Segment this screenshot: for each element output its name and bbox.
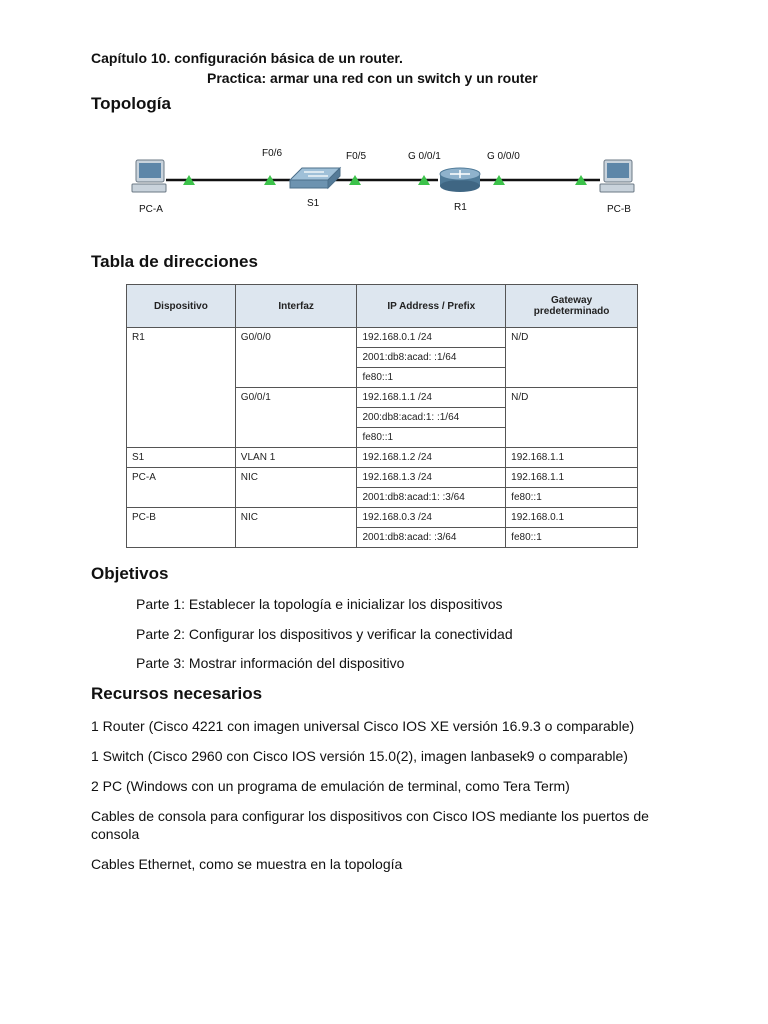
interface-cell: NIC [235,468,357,508]
column-header: Gateway predeterminado [506,285,638,328]
ip-cell: 200:db8:acad:1: :1/64 [357,408,506,428]
port-label-g000: G 0/0/0 [487,151,520,162]
device-cell: S1 [127,448,236,468]
objective-item: Parte 3: Mostrar información del dispositivo [136,655,405,671]
port-label-f05: F0/5 [346,151,367,162]
router-r1-icon [440,168,480,192]
resource-item: 2 PC (Windows con un programa de emulación de terminal, como Tera Term) [91,778,570,794]
interface-cell: G0/0/1 [235,388,357,448]
interface-cell: NIC [235,508,357,548]
interface-cell: VLAN 1 [235,448,357,468]
port-label-g001: G 0/0/1 [408,151,441,162]
port-label-f06: F0/6 [262,148,283,159]
table-row [127,468,638,488]
table-row [127,328,638,348]
pc-b-icon [600,160,634,192]
address-table-heading: Tabla de direcciones [91,252,258,271]
ip-cell: 2001:db8:acad: :1/64 [357,348,506,368]
device-cell: PC-B [127,508,236,548]
pc-a-icon [132,160,166,192]
ip-cell: 2001:db8:acad: :3/64 [357,528,506,548]
device-label-s1: S1 [307,198,320,209]
column-header: Dispositivo [127,285,236,328]
ip-cell: 192.168.1.2 /24 [357,448,506,468]
objectives-heading: Objetivos [91,564,169,583]
device-cell: PC-A [127,468,236,508]
objective-item: Parte 2: Configurar los dispositivos y verificar la conectividad [136,626,513,642]
ip-cell: fe80::1 [357,368,506,388]
column-header: IP Address / Prefix [357,285,506,328]
gateway-cell: N/D [506,388,638,448]
objective-item: Parte 1: Establecer la topología e inicializar los dispositivos [136,596,503,612]
table-row [127,508,638,528]
topology-heading: Topología [91,94,171,113]
chapter-title: Capítulo 10. configuración básica de un router. [91,50,403,66]
resource-item: 1 Switch (Cisco 2960 con Cisco IOS versión 15.0(2), imagen lanbasek9 o comparable) [91,748,628,764]
ip-cell: fe80::1 [357,428,506,448]
ip-cell: 192.168.1.1 /24 [357,388,506,408]
address-table [126,284,638,548]
ip-cell: 192.168.0.3 /24 [357,508,506,528]
table-header-row [127,285,638,328]
device-label-pc-a: PC-A [139,204,163,215]
device-cell: R1 [127,328,236,448]
practice-title: Practica: armar una red con un switch y un router [207,70,538,86]
gateway-cell: 192.168.1.1 [506,448,638,468]
table-row [127,448,638,468]
ip-cell: 192.168.1.3 /24 [357,468,506,488]
device-label-r1: R1 [454,202,467,213]
resource-item: Cables Ethernet, como se muestra en la topología [91,856,403,872]
resource-item: 1 Router (Cisco 4221 con imagen universal Cisco IOS XE versión 16.9.3 o comparable) [91,718,635,734]
ip-cell: 192.168.0.1 /24 [357,328,506,348]
gateway-cell: fe80::1 [506,488,638,508]
gateway-cell: fe80::1 [506,528,638,548]
switch-s1-icon [290,168,340,188]
gateway-cell: 192.168.0.1 [506,508,638,528]
gateway-cell: N/D [506,328,638,388]
topology-diagram [118,140,658,222]
gateway-cell: 192.168.1.1 [506,468,638,488]
interface-cell: G0/0/0 [235,328,357,388]
resources-heading: Recursos necesarios [91,684,263,703]
resource-item: Cables de consola para configurar los dispositivos con Cisco IOS mediante los puertos de consola [91,808,649,842]
column-header: Interfaz [235,285,357,328]
ip-cell: 2001:db8:acad:1: :3/64 [357,488,506,508]
device-label-pc-b: PC-B [607,204,631,215]
